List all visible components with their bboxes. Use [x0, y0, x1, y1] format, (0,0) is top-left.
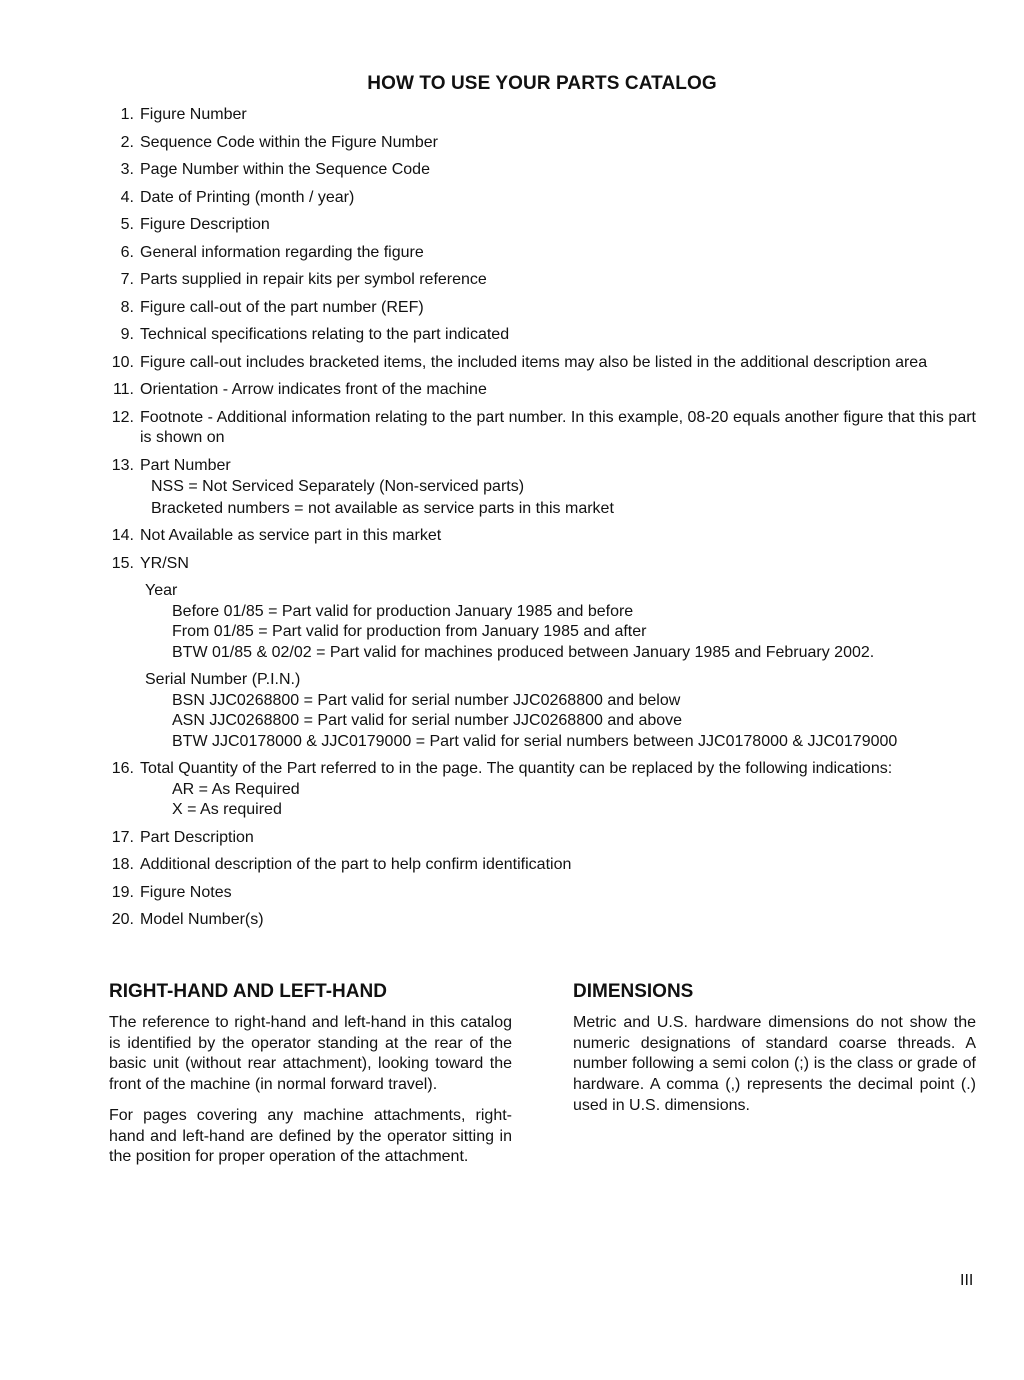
item-number: 15.	[111, 554, 134, 572]
item-text: Technical specifications relating to the part indicated	[140, 326, 510, 343]
item-text: Additional description of the part to help confirm identification	[140, 856, 572, 873]
dimensions-section	[573, 980, 976, 1127]
list-item	[108, 160, 976, 181]
serial-group	[140, 670, 976, 752]
hand-orientation-section	[109, 980, 512, 1178]
section-heading: DIMENSIONS	[573, 981, 694, 1002]
item-text: Model Number(s)	[140, 911, 264, 928]
year-heading: Year	[145, 582, 178, 599]
list-item	[108, 243, 976, 264]
list-item	[108, 270, 976, 291]
page-number: III	[960, 1272, 974, 1289]
item-number: 17.	[111, 828, 134, 846]
item-text: Orientation - Arrow indicates front of the machine	[140, 381, 487, 398]
item-text: Figure call-out of the part number (REF)	[140, 298, 424, 316]
list-item	[108, 380, 976, 401]
item-text: Not Available as service part in this market	[140, 527, 442, 544]
item-number: 6.	[120, 243, 134, 261]
sub-line: AR = As Required	[172, 780, 300, 798]
list-item	[108, 883, 976, 904]
list-item	[108, 526, 976, 547]
item-number: 13.	[111, 456, 134, 474]
item-text: Footnote - Additional information relating to the part number. In this example, 08-20 equals another figure that this part is shown on	[140, 408, 976, 446]
sub-line: X = As required	[172, 801, 282, 818]
item-number: 16.	[111, 760, 134, 777]
sub-line: Before 01/85 = Part valid for production January 1985 and before	[172, 602, 634, 620]
item-number: 9.	[120, 326, 134, 343]
item-number: 12.	[111, 408, 134, 426]
section-heading: RIGHT-HAND AND LEFT-HAND	[109, 981, 387, 1002]
item-text: General information regarding the figure	[140, 243, 424, 261]
list-item	[108, 133, 976, 154]
sub-line: BTW 01/85 & 02/02 = Part valid for machines produced between January 1985 and February 2002.	[172, 643, 875, 661]
item-text: YR/SN	[140, 554, 189, 572]
list-item	[108, 759, 976, 821]
item-text: Figure Number	[140, 106, 247, 123]
sub-line: ASN JJC0268800 = Part valid for serial number JJC0268800 and above	[172, 712, 683, 729]
item-number: 3.	[120, 161, 134, 178]
list-item	[108, 298, 976, 319]
item-number: 18.	[111, 856, 134, 873]
item-number: 14.	[111, 527, 134, 544]
item-text: Figure Notes	[140, 883, 232, 901]
sub-line: BSN JJC0268800 = Part valid for serial number JJC0268800 and below	[172, 691, 681, 709]
item-text: Date of Printing (month / year)	[140, 188, 355, 206]
sub-line: From 01/85 = Part valid for production from January 1985 and after	[172, 623, 647, 640]
section-paragraph: The reference to right-hand and left-hand in this catalog is identified by the operator standing at the rear of the basic unit (without rear attachment), looking toward the front of the machine (in normal forward travel).	[109, 1014, 512, 1094]
item-number: 4.	[120, 188, 134, 206]
list-item	[108, 325, 976, 346]
item-number: 20.	[111, 911, 134, 928]
item-text: Page Number within the Sequence Code	[140, 161, 430, 178]
list-item	[108, 188, 976, 209]
list-item	[108, 910, 976, 931]
list-item	[108, 408, 976, 449]
item-text: Sequence Code within the Figure Number	[140, 133, 438, 151]
serial-heading: Serial Number (P.I.N.)	[145, 671, 301, 688]
item-number: 2.	[120, 133, 134, 151]
item-number: 19.	[111, 883, 134, 901]
section-paragraph: For pages covering any machine attachments, right-hand and left-hand are defined by the operator sitting in the position for proper operation of the attachment.	[109, 1106, 512, 1166]
item-number: 8.	[120, 298, 134, 316]
list-item	[108, 554, 976, 753]
year-group	[140, 581, 976, 663]
list-item	[108, 105, 976, 126]
list-item	[108, 855, 976, 876]
page-title: HOW TO USE YOUR PARTS CATALOG	[367, 73, 717, 94]
item-text: Part Description	[140, 828, 254, 846]
sub-line: NSS = Not Serviced Separately (Non-serviced parts)	[151, 478, 525, 495]
item-text: Figure Description	[140, 216, 270, 233]
item-text: Total Quantity of the Part referred to in the page. The quantity can be replaced by the following indications:	[140, 760, 893, 777]
item-number: 5.	[120, 216, 134, 233]
catalog-legend-list	[108, 105, 976, 938]
item-text: Part Number	[140, 456, 231, 474]
item-number: 1.	[120, 106, 134, 123]
sub-line: Bracketed numbers = not available as service parts in this market	[151, 499, 614, 517]
list-item	[108, 215, 976, 236]
item-number: 7.	[120, 271, 134, 288]
list-item	[108, 828, 976, 849]
item-text: Parts supplied in repair kits per symbol reference	[140, 271, 487, 288]
item-number: 11.	[112, 381, 134, 398]
list-item	[108, 456, 976, 520]
list-item	[108, 353, 976, 374]
section-paragraph: Metric and U.S. hardware dimensions do not show the numeric designations of standard coarse threads. A number following a semi colon (;) is the class or grade of hardware. A comma (,) represents the decimal point (.) used in U.S. dimensions.	[573, 1014, 976, 1114]
sub-line: BTW JJC0178000 & JJC0179000 = Part valid for serial numbers between JJC0178000 & JJC0179000	[172, 732, 898, 750]
item-number: 10.	[111, 353, 134, 371]
item-text: Figure call-out includes bracketed items, the included items may also be listed in the additional description area	[140, 353, 928, 371]
